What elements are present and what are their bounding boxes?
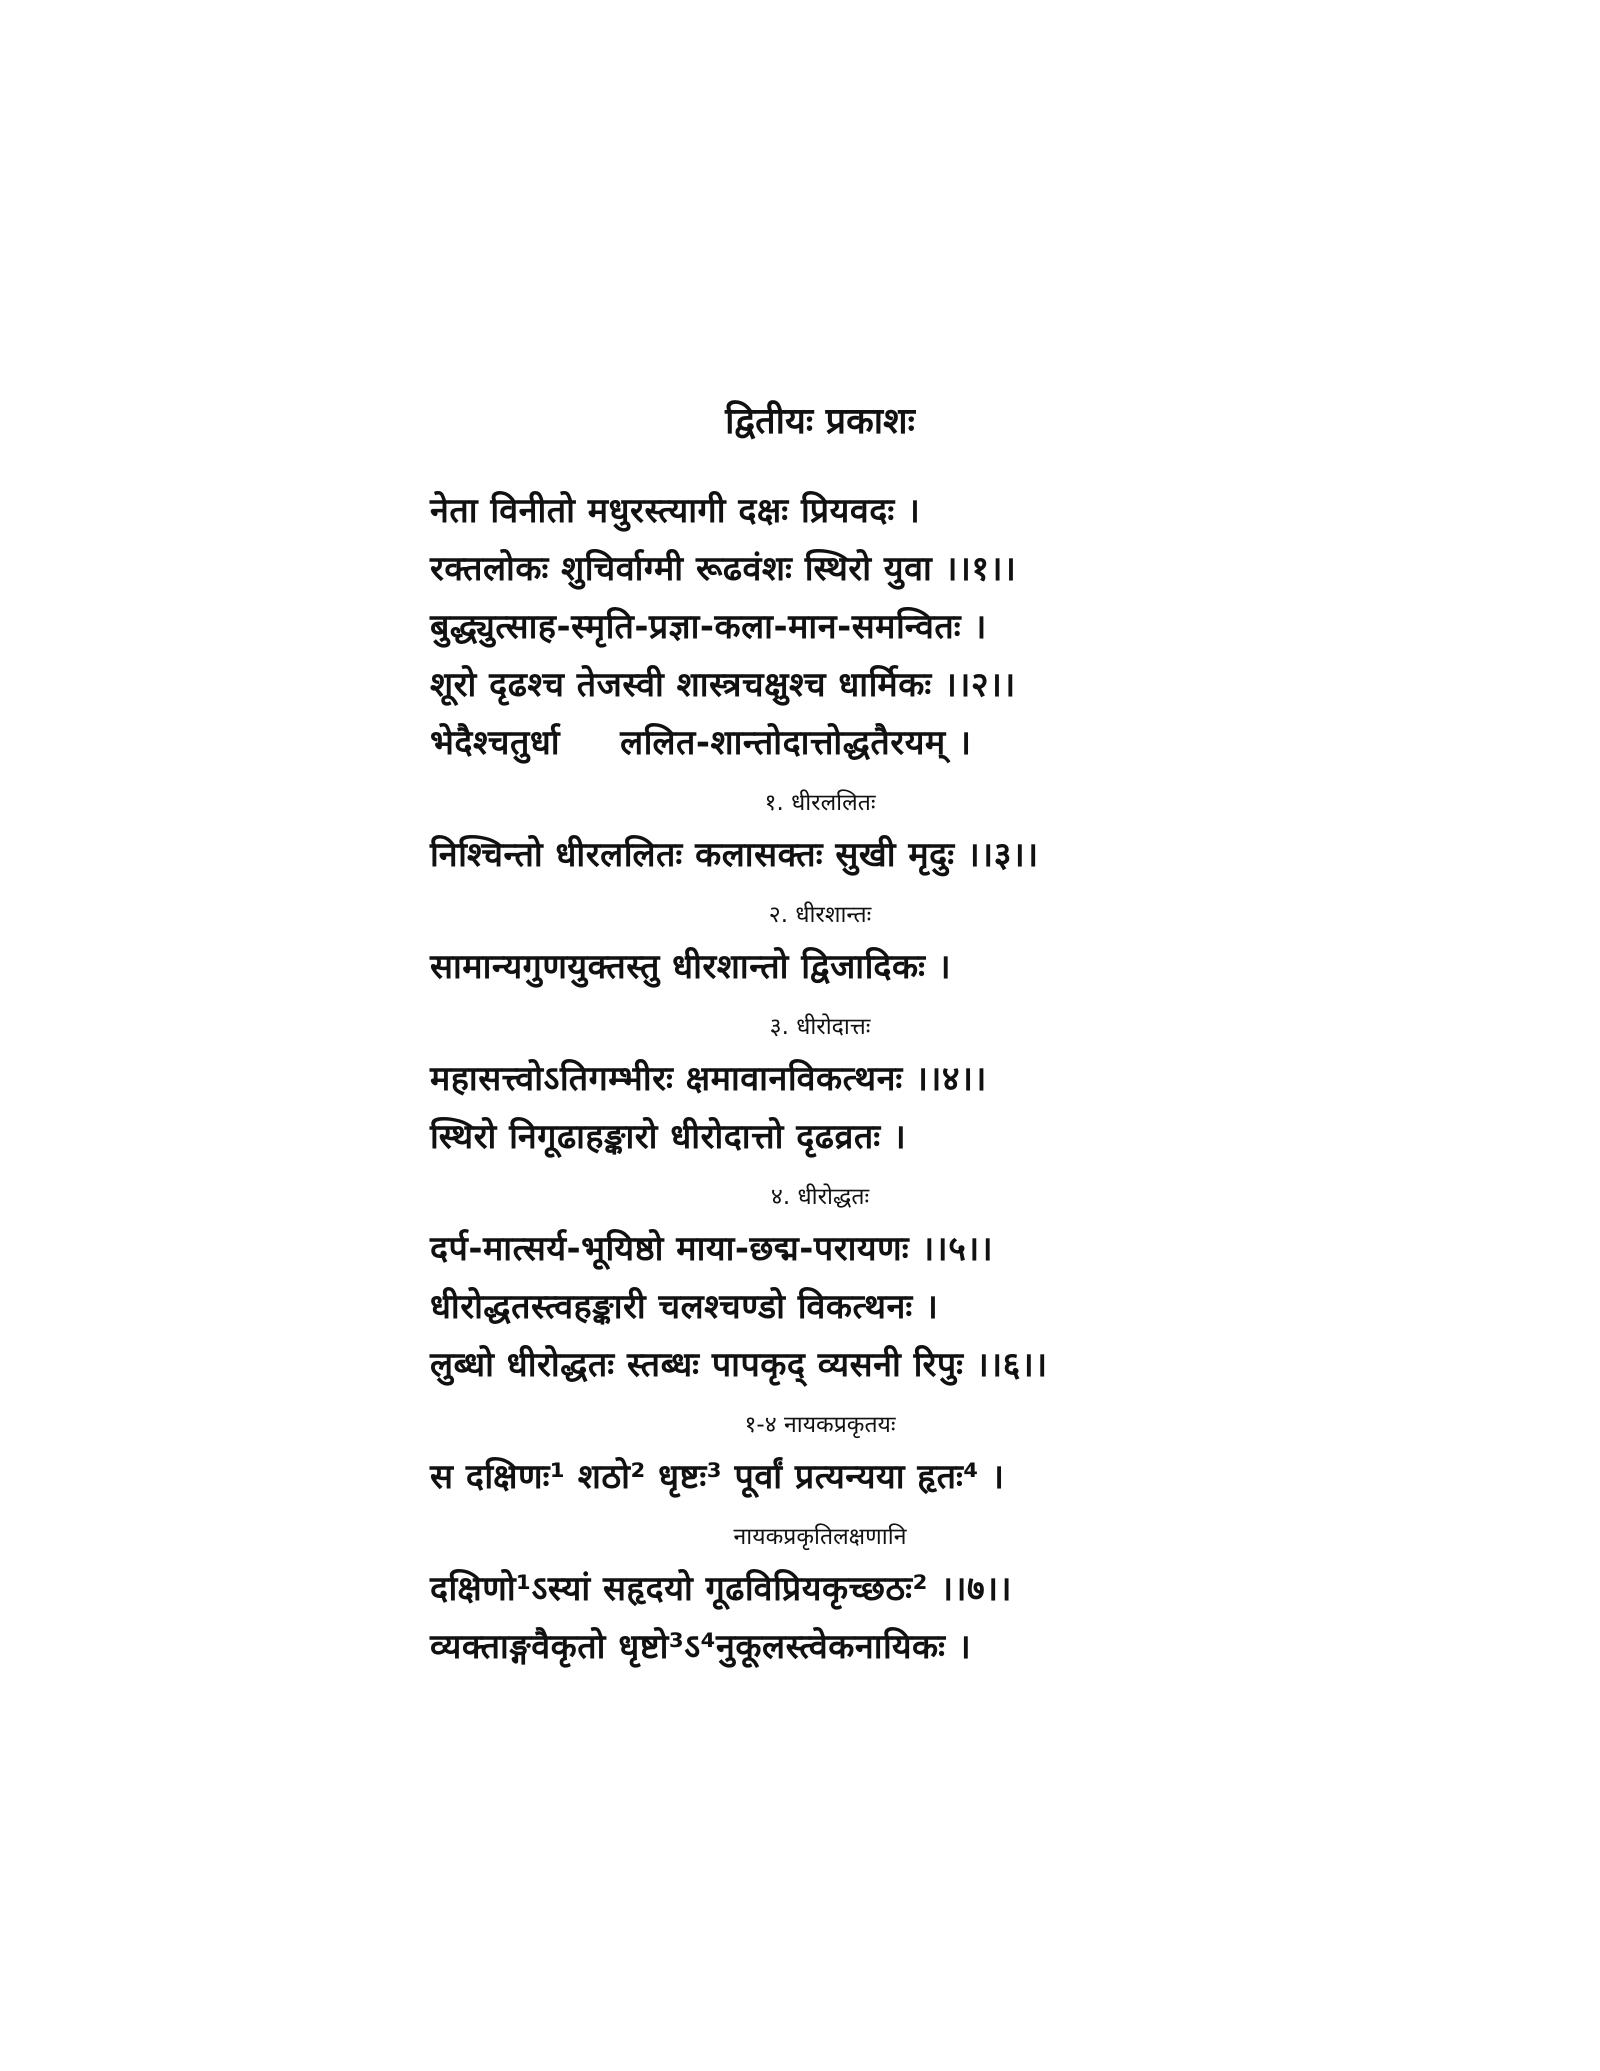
verse-line-7: सामान्यगुणयुक्तस्तु धीरशान्तो द्विजादिकः । bbox=[430, 947, 952, 987]
verse-line-5-part-a: भेदैश्चतुर्धा bbox=[430, 723, 561, 763]
verse-line-3: बुद्ध्युत्साह-स्मृति-प्रज्ञा-कला-मान-समन्वितः । bbox=[430, 607, 987, 647]
verse-line-14: दक्षिणो¹ऽस्यां सहृदयो गूढविप्रियकृच्छठः² ।।७।। bbox=[430, 1569, 1012, 1609]
verse-line-2: रक्तलोकः शुचिर्वाग्मी रूढवंशः स्थिरो युवा ।।१।। bbox=[430, 549, 1017, 589]
verse-line-10: दर्प-मात्सर्य-भूयिष्ठो माया-छद्म-परायणः ।।५।। bbox=[430, 1229, 994, 1269]
section-heading-dhirodatta: ३. धीरोदात्तः bbox=[769, 1014, 871, 1040]
verse-line-13: स दक्षिणः¹ शठो² धृष्टः³ पूर्वां प्रत्यन्यया हृतः⁴ । bbox=[430, 1457, 1005, 1497]
page-content bbox=[430, 395, 1190, 1676]
verse-line-5 bbox=[430, 714, 1190, 772]
chapter-title: द्वितीयः प्रकाशः bbox=[725, 401, 915, 442]
section-heading-dhirashanta: २. धीरशान्तः bbox=[768, 902, 872, 928]
verse-line-5-part-b: ललित-शान्तोदात्तोद्धतैरयम् । bbox=[620, 723, 972, 763]
verse-line-11: धीरोद्धतस्त्वहङ्कारी चलश्चण्डो विकत्थनः । bbox=[430, 1287, 939, 1327]
section-heading-dhiralalita: १. धीरललितः bbox=[764, 790, 876, 816]
verse-line-9: स्थिरो निगूढाहङ्कारो धीरोदात्तो दृढव्रतः । bbox=[430, 1117, 907, 1157]
section-heading-nayaka-prakritayah: १-४ नायकप्रकृतयः bbox=[744, 1412, 896, 1438]
verse-line-12: लुब्धो धीरोद्धतः स्तब्धः पापकृद् व्यसनी रिपुः ।।६।। bbox=[430, 1345, 1048, 1385]
section-heading-dhiroddhata: ४. धीरोद्धतः bbox=[770, 1184, 870, 1210]
verse-line-15: व्यक्ताङ्गवैकृतो धृष्टो³ऽ⁴नुकूलस्त्वेकनायिकः । bbox=[430, 1627, 972, 1667]
verse-line-8: महासत्त्वोऽतिगम्भीरः क्षमावानविकत्थनः ।।४।। bbox=[430, 1059, 987, 1099]
section-heading-nayaka-lakshanani: नायकप्रकृतिलक्षणानि bbox=[733, 1524, 907, 1550]
verse-line-4: शूरो दृढश्च तेजस्वी शास्त्रचक्षुश्च धार्मिकः ।।२।। bbox=[430, 665, 1016, 705]
verse-line-6: निश्चिन्तो धीरललितः कलासक्तः सुखी मृदुः ।।३।। bbox=[430, 835, 1039, 875]
verse-line-1: नेता विनीतो मधुरस्त्यागी दक्षः प्रियवदः । bbox=[430, 491, 921, 531]
